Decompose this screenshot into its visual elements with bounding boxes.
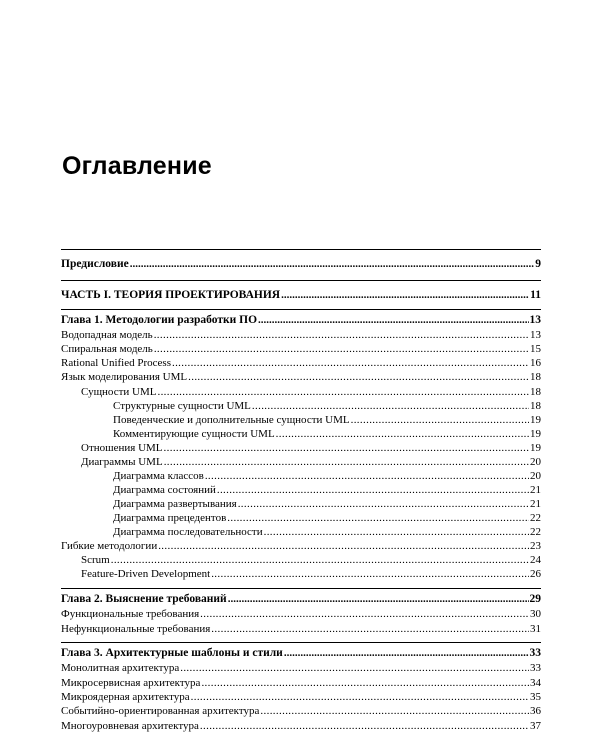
toc-entry[interactable]	[61, 469, 541, 483]
toc-entry[interactable]	[61, 497, 541, 511]
dot-leader	[205, 469, 529, 483]
toc-entry-page: 18	[530, 386, 541, 398]
toc-entry-page: 37	[530, 720, 541, 732]
toc-entry-page: 20	[530, 456, 541, 468]
divider	[61, 642, 541, 643]
toc-entry[interactable]	[61, 553, 541, 567]
dot-leader	[164, 455, 529, 469]
toc-entry-page: 33	[529, 647, 541, 659]
dot-leader	[351, 413, 529, 427]
toc-entry-title: Гибкие методологии	[61, 540, 158, 552]
toc-entry-page: 35	[530, 691, 541, 703]
toc-entry-page: 9	[535, 258, 541, 270]
dot-leader	[157, 385, 529, 399]
toc-entry-title: Комментирующие сущности UML	[113, 428, 275, 440]
toc-entry[interactable]	[61, 607, 541, 621]
toc-entry-title: Глава 2. Выяснение требований	[61, 593, 227, 605]
divider	[61, 588, 541, 589]
toc-entry-title: Многоуровневая архитектура	[61, 720, 199, 732]
toc-entry-page: 11	[530, 289, 541, 301]
dot-leader	[164, 441, 529, 455]
dot-leader	[238, 497, 529, 511]
toc-entry-title: Микроядерная архитектура	[61, 691, 190, 703]
toc-entry-page: 24	[530, 554, 541, 566]
toc-entry-page: 30	[530, 608, 541, 620]
toc-entry[interactable]	[61, 370, 541, 384]
toc-entry[interactable]	[61, 385, 541, 399]
toc-entry-title: Монолитная архитектура	[61, 662, 180, 674]
toc-entry-title: Диаграммы UML	[81, 456, 163, 468]
page-title: Оглавление	[62, 152, 212, 180]
toc-entry-page: 22	[530, 526, 541, 538]
toc-entry-title: Поведенческие и дополнительные сущности UML	[113, 414, 350, 426]
toc-entry[interactable]	[61, 525, 541, 539]
toc-entry-page: 19	[530, 442, 541, 454]
dot-leader	[111, 553, 529, 567]
toc-entry[interactable]	[61, 455, 541, 469]
toc-entry-title: Отношения UML	[81, 442, 163, 454]
toc-entry-page: 33	[530, 662, 541, 674]
dot-leader	[200, 607, 529, 621]
toc-entry-preface[interactable]	[61, 257, 541, 271]
dot-leader	[264, 525, 529, 539]
dot-leader	[228, 592, 529, 606]
toc-entry[interactable]	[61, 704, 541, 718]
toc-entry-title: Глава 3. Архитектурные шаблоны и стили	[61, 647, 283, 659]
toc-entry-title: Диаграмма последовательности	[113, 526, 263, 538]
toc-entry-chapter-2[interactable]	[61, 592, 541, 606]
dot-leader	[260, 704, 529, 718]
dot-leader	[252, 399, 529, 413]
toc-entry-page: 18	[530, 400, 541, 412]
toc-entry[interactable]	[61, 690, 541, 704]
dot-leader	[201, 676, 529, 690]
toc-entry[interactable]	[61, 413, 541, 427]
toc-entry-page: 13	[529, 314, 541, 326]
dot-leader	[172, 356, 529, 370]
toc-entry-title: Feature-Driven Development	[81, 568, 211, 580]
toc-entry-title: Диаграмма развертывания	[113, 498, 237, 510]
toc-entry-title: Структурные сущности UML	[113, 400, 251, 412]
toc-entry-title: Спиральная модель	[61, 343, 153, 355]
divider	[61, 280, 541, 281]
dot-leader	[284, 646, 529, 660]
toc-entry-page: 19	[530, 428, 541, 440]
toc-entry-page: 19	[530, 414, 541, 426]
toc-entry-title: Диаграмма прецедентов	[113, 512, 227, 524]
toc-entry-title: Глава 1. Методологии разработки ПО	[61, 314, 258, 326]
toc-entry-page: 29	[529, 593, 541, 605]
toc-entry-chapter-3[interactable]	[61, 646, 541, 660]
toc-entry-page: 22	[530, 512, 541, 524]
toc-entry-page: 21	[530, 498, 541, 510]
toc-entry[interactable]	[61, 342, 541, 356]
dot-leader	[130, 257, 535, 271]
toc-entry-page: 34	[530, 677, 541, 689]
toc-entry-title: Нефункциональные требования	[61, 623, 211, 635]
toc-entry-page: 31	[530, 623, 541, 635]
dot-leader	[281, 288, 529, 302]
toc-entry-title: Водопадная модель	[61, 329, 153, 341]
toc-entry[interactable]	[61, 539, 541, 553]
toc-entry-title: Предисловие	[61, 258, 129, 270]
toc-entry-chapter-1[interactable]	[61, 313, 541, 327]
toc-entry-page: 26	[530, 568, 541, 580]
dot-leader	[217, 483, 529, 497]
toc-entry-title: Функциональные требования	[61, 608, 200, 620]
toc-entry-part-1[interactable]	[61, 288, 541, 302]
dot-leader	[154, 328, 529, 342]
dot-leader	[227, 511, 529, 525]
toc-entry[interactable]	[61, 441, 541, 455]
toc-entry[interactable]	[61, 661, 541, 675]
toc-entry[interactable]	[61, 356, 541, 370]
dot-leader	[191, 690, 529, 704]
toc-entry-title: Микросервисная архитектура	[61, 677, 201, 689]
toc-entry[interactable]	[61, 567, 541, 581]
dot-leader	[211, 622, 529, 636]
divider	[61, 309, 541, 310]
toc-entry[interactable]	[61, 676, 541, 690]
dot-leader	[154, 342, 529, 356]
toc-entry-page: 36	[530, 705, 541, 717]
dot-leader	[188, 370, 529, 384]
toc-entry-title: Диаграмма классов	[113, 470, 204, 482]
toc-entry-title: Событийно-ориентированная архитектура	[61, 705, 260, 717]
toc-entry[interactable]	[61, 328, 541, 342]
dot-leader	[276, 427, 529, 441]
toc-entry-title: Scrum	[81, 554, 110, 566]
toc-entry[interactable]	[61, 399, 541, 413]
dot-leader	[200, 719, 529, 733]
dot-leader	[211, 567, 529, 581]
toc-entry-page: 18	[530, 371, 541, 383]
toc-entry-title: Сущности UML	[81, 386, 157, 398]
dot-leader	[258, 313, 528, 327]
toc-entry-title: Rational Unified Process	[61, 357, 171, 369]
toc-entry-page: 20	[530, 470, 541, 482]
toc-entry[interactable]	[61, 622, 541, 636]
toc-entry[interactable]	[61, 511, 541, 525]
dot-leader	[158, 539, 529, 553]
toc-entry-title: Диаграмма состояний	[113, 484, 216, 496]
toc-entry[interactable]	[61, 483, 541, 497]
toc-entry-page: 15	[530, 343, 541, 355]
toc-entry-title: ЧАСТЬ I. ТЕОРИЯ ПРОЕКТИРОВАНИЯ	[61, 289, 281, 301]
divider	[61, 249, 541, 250]
toc-entry-page: 23	[530, 540, 541, 552]
toc-entry-page: 21	[530, 484, 541, 496]
toc-entry[interactable]	[61, 719, 541, 733]
dot-leader	[180, 661, 529, 675]
toc-entry-page: 16	[530, 357, 541, 369]
toc-entry-title: Язык моделирования UML	[61, 371, 188, 383]
toc-entry-page: 13	[530, 329, 541, 341]
toc-entry[interactable]	[61, 427, 541, 441]
